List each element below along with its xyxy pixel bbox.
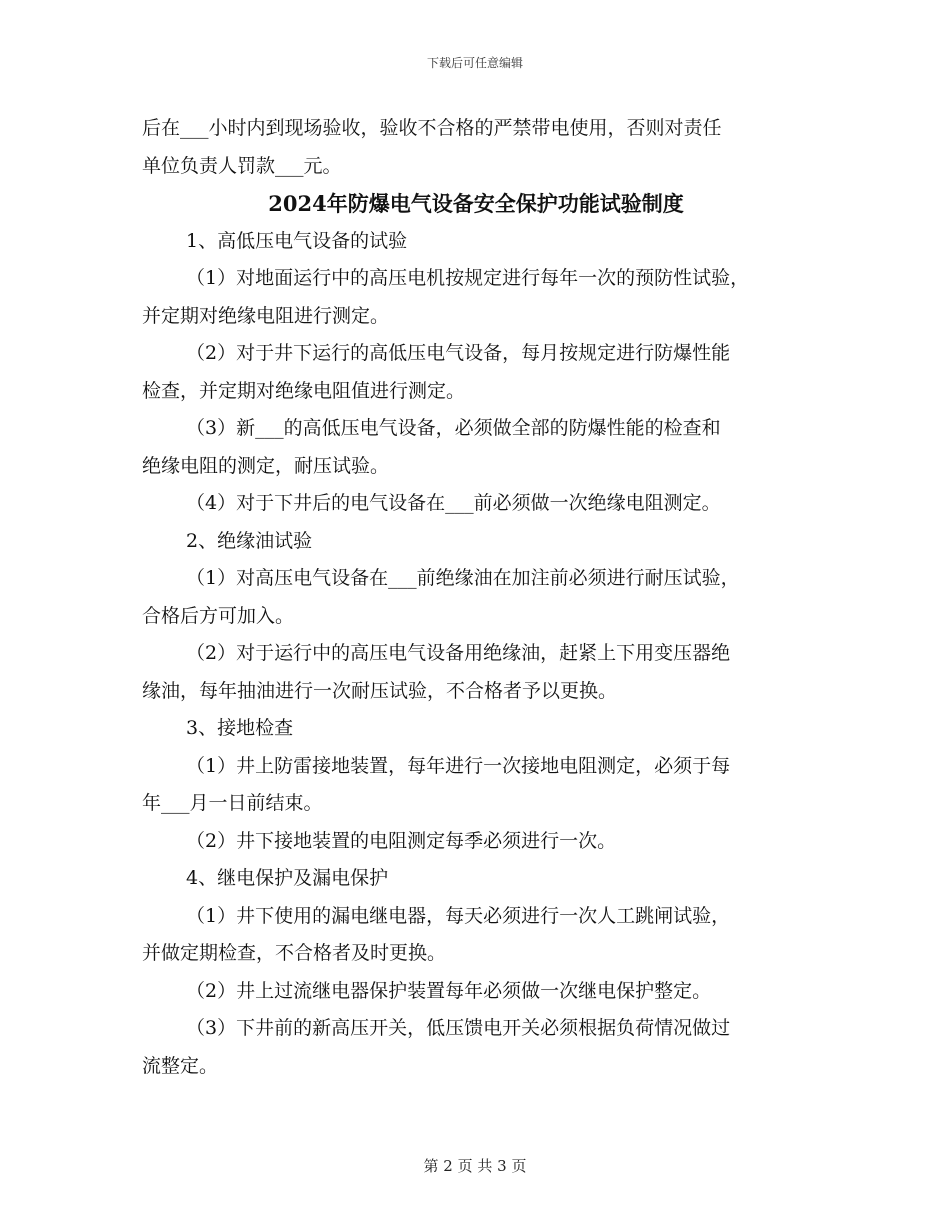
text-line: 检查，并定期对绝缘电阻值进行测定。 bbox=[142, 379, 466, 402]
text-line: 并做定期检查，不合格者及时更换。 bbox=[142, 942, 447, 964]
text-line: 合格后方可加入。 bbox=[142, 604, 295, 627]
text-line: （2）井上过流继电器保护装置每年必须做一次继电保护整定。 bbox=[186, 979, 712, 1002]
header-note: 下载后可任意编辑 bbox=[426, 56, 523, 70]
text-line: （4）对于下井后的电气设备在___前必须做一次绝缘电阻测定。 bbox=[186, 492, 721, 514]
text-line: （2）对于井下运行的高低压电气设备，每月按规定进行防爆性能 bbox=[186, 342, 731, 364]
text-line: 1、高低压电气设备的试验 bbox=[186, 229, 408, 252]
document-body bbox=[142, 110, 810, 1085]
text-line: 后在___小时内到现场验收，验收不合格的严禁带电使用，否则对责任 bbox=[142, 117, 722, 139]
text-line: 年___月一日前结束。 bbox=[142, 792, 323, 814]
section-title: 2024年防爆电气设备安全保护功能试验制度 bbox=[268, 191, 684, 216]
text-line: （1）井下使用的漏电继电器，每天必须进行一次人工跳闸试验， bbox=[186, 904, 731, 927]
text-line: 并定期对绝缘电阻进行测定。 bbox=[142, 304, 390, 327]
text-line: 2、绝缘油试验 bbox=[186, 529, 313, 552]
text-line: （2）对于运行中的高压电气设备用绝缘油，赶紧上下用变压器绝 bbox=[186, 642, 731, 664]
text-line: 4、继电保护及漏电保护 bbox=[186, 867, 389, 889]
text-line: 流整定。 bbox=[142, 1054, 219, 1077]
page-number: 第 2 页 共 3 页 bbox=[423, 1157, 527, 1175]
text-line: （3）新___的高低压电气设备，必须做全部的防爆性能的检查和 bbox=[186, 417, 721, 439]
text-line: （3）下井前的新高压开关，低压馈电开关必须根据负荷情况做过 bbox=[186, 1017, 731, 1039]
text-line: 缘油，每年抽油进行一次耐压试验，不合格者予以更换。 bbox=[142, 679, 618, 702]
text-line: （1）对高压电气设备在___前绝缘油在加注前必须进行耐压试验， bbox=[186, 567, 740, 589]
text-line: （1）井上防雷接地装置，每年进行一次接地电阻测定，必须于每 bbox=[186, 754, 731, 777]
text-line: 绝缘电阻的测定，耐压试验。 bbox=[142, 454, 390, 477]
text-line: 3、接地检查 bbox=[186, 717, 294, 739]
text-line: 单位负责人罚款___元。 bbox=[142, 154, 342, 177]
text-line: （2）井下接地装置的电阻测定每季必须进行一次。 bbox=[186, 829, 617, 852]
text-line: （1）对地面运行中的高压电机按规定进行每年一次的预防性试验， bbox=[186, 267, 750, 289]
